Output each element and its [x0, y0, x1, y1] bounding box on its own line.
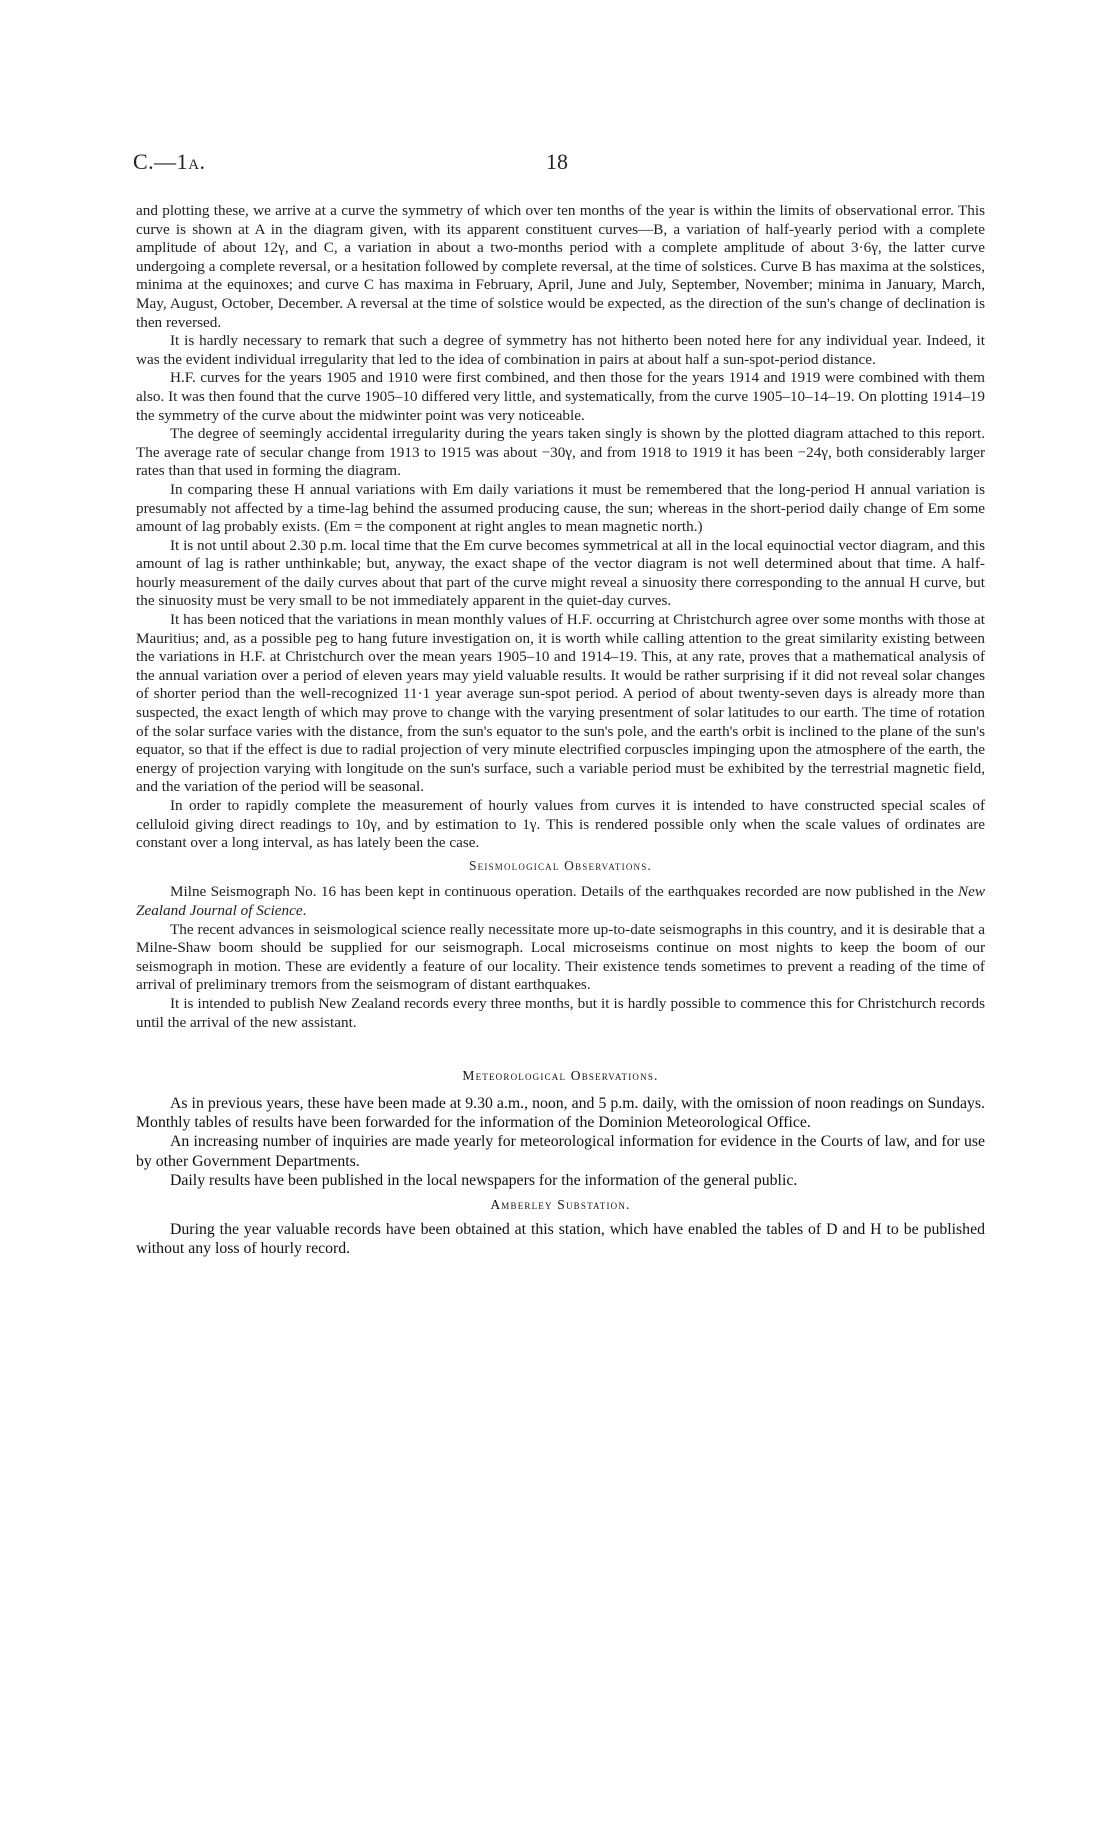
series-dot: .: [199, 149, 206, 174]
paragraph-symmetry-curve: and plotting these, we arrive at a curve the symmetry of which over ten months of the year is within the limits of observational error. This curve is shown at A in the diagram given, with its apparent constituent curves—B, a variation of half-yearly period with a complete amplitude of about 12γ, and C, a variation in about a two-months period with a complete amplitude of about 3·6γ, the latter curve undergoing a complete reversal, or a hesitation followed by complete reversal, at the time of solstices. Curve B has maxima at the solstices, minima at the equinoxes; and curve C has maxima in February, April, June and July, September, November; minima in January, March, May, August, October, December. A reversal at the time of solstice would be expected, as the direction of the sun's change of declination is then reversed.: [136, 202, 985, 331]
paragraph-celluloid-scales: In order to rapidly complete the measurement of hourly values from curves it is intended to have constructed special scales of celluloid giving direct readings to 10γ, and by estimation to 1γ. This is rendered possible only when the scale values of ordinates are constant over a long interval, as has lately been the case.: [136, 797, 985, 852]
paragraph-seismo-records: It is intended to publish New Zealand records every three months, but it is hardly possible to commence this for Christchurch records until the arrival of the new assistant.: [136, 994, 985, 1031]
paragraph-meteo-inquiries: An increasing number of inquiries are made yearly for meteorological information for evidence in the Courts of law, and for use by other Government Departments.: [136, 1133, 985, 1170]
series-code-text: C.—1: [133, 149, 189, 174]
paragraph-em-comparison: In comparing these H annual variations with Em daily variations it must be remembered that the long-period H annual variation is presumably not affected by a time-lag behind the assumed producing cause, the sun; whereas in the short-period daily change of Em some amount of lag probably exists. (Em = the component at right angles to mean magnetic north.): [136, 480, 985, 536]
paragraph-milne-seismograph: [136, 883, 985, 920]
body-text: [136, 202, 985, 1259]
paragraph-amberley: During the year valuable records have been obtained at this station, which have enabled the tables of D and H to be published without any loss of hourly record.: [136, 1220, 985, 1258]
paragraph-em-symmetry: It is not until about 2.30 p.m. local time that the Em curve becomes symmetrical at all in the local equinoctial vector diagram, and this amount of lag is rather unthinkable; but, anyway, the exact shape of the vector diagram is not well determined about that time. A half-hourly measurement of the daily curves about that part of the curve might reveal a sinuosity there corresponding to the annual H curve, but the sinuosity must be very small to be not immediately apparent in the quiet-day curves.: [136, 536, 985, 610]
section-meteorological: [136, 1066, 985, 1259]
paragraph-meteo-readings: As in previous years, these have been made at 9.30 a.m., noon, and 5 p.m. daily, with the omission of noon readings on Sundays. Monthly tables of results have been forwarded for the information of the Dominion Meteorological Office.: [136, 1094, 985, 1131]
page-number: 18: [546, 149, 568, 174]
paragraph-mauritius: It has been noticed that the variations in mean monthly values of H.F. occurring at Christchurch agree over some months with those at Mauritius; and, as a possible peg to hang future investigation on, it is worth while calling attention to the great similarity existing between the variations in H.F. at Christchurch over the mean years 1905–10 and 1914–19. This, at any rate, proves that a mathematical analysis of the annual variation over a period of eleven years may yield valuable results. It would be rather surprising if it did not reveal solar changes of shorter period than the well-recognized 11·1 year average sun-spot period. A period of about twenty-seven days is already more than suspected, the exact length of which may prove to change with the varying presentment of solar latitudes to our earth. The time of rotation of the solar surface varies with the distance, from the sun's equator to the sun's pole, and the earth's orbit is inclined to the plane of the sun's equator, so that if the effect is due to radial projection of very minute electrified corpuscles impinging upon the atmosphere of the earth, the energy of projection varying with longitude on the sun's surface, such a variable period must be exhibited by the terrestrial magnetic field, and the variation of the period will be seasonal.: [136, 611, 985, 796]
paragraph-irregularity: The degree of seemingly accidental irregularity during the years taken singly is shown by the plotted diagram attached to this report. The average rate of secular change from 1913 to 1915 was about −30γ, and from 1918 to 1919 it has been −24γ, both considerably larger rates than that used in forming the diagram.: [136, 425, 985, 480]
journal-title: New Zealand Journal of Science: [136, 883, 985, 919]
paragraph-seismo-advances: The recent advances in seismological science really necessitate more up-to-date seismographs in this country, and it is desirable that a Milne-Shaw boom should be supplied for our seismograph. Local microseisms continue on most nights to keep the boom of our seismograph in motion. These are evidently a feature of our locality. Their existence tends sometimes to prevent a reading of the time of arrival of preliminary tremors from the seismogram of distant earthquakes.: [136, 920, 985, 994]
series-suffix: A: [188, 157, 200, 173]
report-series-code: [133, 149, 206, 175]
paragraph-hf-curves: H.F. curves for the years 1905 and 1910 were first combined, and then those for the years 1914 and 1919 were combined with them also. It was then found that the curve 1905–10 differed very little, and systematically, from the curve 1905–10–14–19. On plotting 1914–19 the symmetry of the curve about the midwinter point was very noticeable.: [136, 369, 985, 424]
section-heading-amberley: Amberley Substation.: [490, 1196, 631, 1212]
milne-text-end: .: [302, 901, 307, 919]
section-heading-seismological: Seismological Observations.: [468, 857, 653, 873]
section-heading-meteorological: Meteorological Observations.: [462, 1068, 659, 1084]
milne-text: Milne Seismograph No. 16 has been kept in continuous operation. Details of the earthquakes recorded are now published in the: [170, 883, 958, 901]
paragraph-symmetry-remark: It is hardly necessary to remark that such a degree of symmetry has not hitherto been noted here for any individual year. Indeed, it was the evident individual irregularity that led to the idea of combination in pairs at about half a sun-spot-period distance.: [136, 332, 985, 368]
paragraph-meteo-newspapers: Daily results have been published in the local newspapers for the information of the general public.: [170, 1172, 798, 1190]
